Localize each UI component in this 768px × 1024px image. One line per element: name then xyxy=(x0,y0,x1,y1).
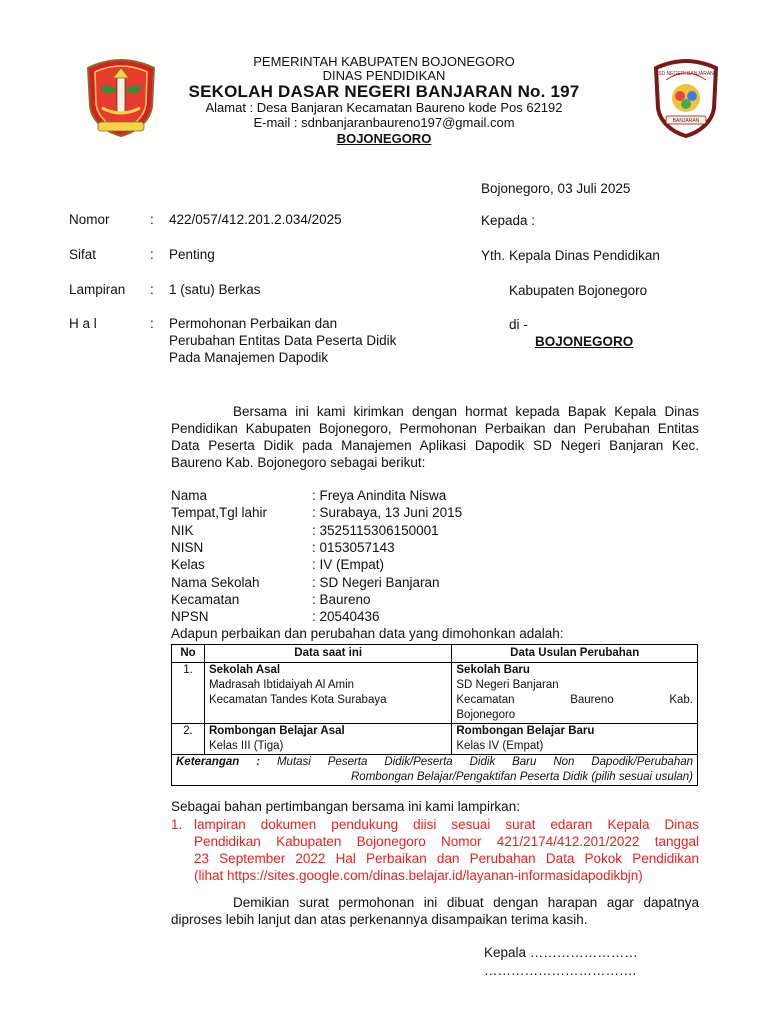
row-1-current-line-1: Madrasah Ibtidaiyah Al Amin xyxy=(208,679,355,691)
letter-date: Bojonegoro, 03 Juli 2025 xyxy=(481,181,631,196)
student-field-label: NISN xyxy=(171,539,204,555)
student-field-value: : Baureno xyxy=(312,591,371,607)
letterhead-government: PEMERINTAH KABUPATEN BOJONEGORO xyxy=(253,54,515,69)
hal-line-2: Perubahan Entitas Data Peserta Didik xyxy=(169,333,397,348)
hal-line-1: Permohonan Perbaikan dan xyxy=(169,316,338,331)
row-2-current xyxy=(204,724,451,755)
row-1-word-1: Kecamatan xyxy=(456,694,515,706)
student-field-value: : Freya Anindita Niswa xyxy=(312,488,447,503)
intro-paragraph xyxy=(171,403,699,471)
letterhead-school-name: SEKOLAH DASAR NEGERI BANJARAN No. 197 xyxy=(188,82,580,101)
table-row xyxy=(172,724,698,755)
attachment-line-4: (lihat https://sites.google.com/dinas.belajar.id/layanan-informasidapodikbjn) xyxy=(194,868,643,883)
row-1-proposed-title: Sekolah Baru xyxy=(456,664,530,676)
note-line-2: Rombongan Belajar/Pengaktifan Peserta Didik (pilih sesuai usulan) xyxy=(351,771,693,783)
student-field-label: NIK xyxy=(171,522,194,538)
student-field-label: Nama Sekolah xyxy=(171,574,260,590)
table-row xyxy=(172,663,698,724)
closing-paragraph xyxy=(171,894,699,928)
student-field-value: : 20540436 xyxy=(312,609,380,625)
row-1-no: 1. xyxy=(172,663,205,724)
lampiran-label: Lampiran xyxy=(69,282,126,297)
letterhead-city: BOJONEGORO xyxy=(336,131,432,146)
student-field-label: Nama xyxy=(171,488,208,503)
row-1-proposed-line-2 xyxy=(456,693,693,708)
note-line-1 xyxy=(176,755,693,770)
recipient-line-2: Kabupaten Bojonegoro xyxy=(509,283,648,298)
attachment-line-2: Pendidikan Kabupaten Bojonegoro Nomor 421/2174/412.201/2022 tanggal xyxy=(194,834,699,849)
intro-text: Bersama ini kami kirimkan dengan hormat kepada Bapak Kepala Dinas Pendidikan Kabupaten Bojonegoro, Permohonan Perbaikan dan Perubahan Entitas Data Peserta Didik pada Manajemen Aplikasi Dapodik SD Negeri Banjaran Kec. Baureno Kab. Bojonegoro sebagai berikut: xyxy=(171,404,699,470)
recipient-yth: Yth. xyxy=(481,248,506,263)
sifat-value: Penting xyxy=(169,247,215,262)
header-proposed: Data Usulan Perubahan xyxy=(452,645,698,663)
student-field-label: Kelas xyxy=(171,557,205,573)
row-2-no: 2. xyxy=(172,724,205,755)
recipient-di: di - xyxy=(509,317,528,332)
row-1-proposed-line-1: SD Negeri Banjaran xyxy=(456,679,559,691)
attachment-number: 1. xyxy=(171,817,183,832)
note-label: Keterangan : xyxy=(176,756,261,768)
row-1-current-title: Sekolah Asal xyxy=(208,664,281,676)
row-1-word-3: Kab. xyxy=(669,694,693,706)
row-2-current-title: Rombongan Belajar Asal xyxy=(208,725,345,737)
lampiran-value: 1 (satu) Berkas xyxy=(169,282,261,297)
nomor-label: Nomor xyxy=(69,212,110,227)
row-1-proposed-line-3: Bojonegoro xyxy=(456,709,516,721)
student-field-value: : Surabaya, 13 Juni 2015 xyxy=(312,505,463,521)
recipient-line-1: Kepala Dinas Pendidikan xyxy=(509,248,660,263)
table-note-row xyxy=(172,755,698,786)
header-no: No xyxy=(172,645,205,663)
signature-title: Kepala …………………… xyxy=(484,945,638,960)
attachment-line-1: lampiran dokumen pendukung diisi sesuai surat edaran Kepala Dinas xyxy=(194,817,699,832)
student-field-value: : 0153057143 xyxy=(312,539,395,555)
note-text-1: Mutasi Peserta Didik/Peserta Didik Baru Non Dapodik/Perubahan xyxy=(276,756,694,768)
attachments-intro: Sebagai bahan pertimbangan bersama ini kami lampirkan: xyxy=(171,799,520,814)
row-1-current xyxy=(204,663,451,724)
recipient-kepada: Kepada : xyxy=(481,213,536,228)
student-field-label: Tempat,Tgl lahir xyxy=(171,505,268,521)
attachment-line-3: 23 September 2022 Hal Perbaikan dan Perubahan Data Pokok Pendidikan xyxy=(194,851,699,866)
row-2-proposed-title: Rombongan Belajar Baru xyxy=(456,725,595,737)
lampiran-colon: : xyxy=(150,282,154,297)
row-2-proposed xyxy=(452,724,698,755)
row-1-word-2: Baureno xyxy=(570,694,614,706)
student-field-value: : 3525115306150001 xyxy=(312,522,439,538)
row-2-proposed-line-1: Kelas IV (Empat) xyxy=(456,740,544,752)
nomor-colon: : xyxy=(150,212,154,227)
closing-text: Demikian surat permohonan ini dibuat dengan harapan agar dapatnya diproses lebih lanjut dan atas perkenannya disampaikan terima kasih. xyxy=(171,895,699,927)
student-field-value: : SD Negeri Banjaran xyxy=(312,574,440,590)
letterhead-address: Alamat : Desa Banjaran Kecamatan Baureno kode Pos 62192 xyxy=(205,100,563,115)
sifat-label: Sifat xyxy=(69,247,97,262)
hal-label: H a l xyxy=(69,316,97,331)
row-1-proposed xyxy=(452,663,698,724)
table-intro: Adapun perbaikan dan perubahan data yang dimohonkan adalah: xyxy=(171,626,564,641)
student-field-value: : IV (Empat) xyxy=(312,557,385,573)
hal-line-3: Pada Manajemen Dapodik xyxy=(169,350,329,365)
badge-arc-text: SD NEGERI BANJARAN xyxy=(658,71,714,77)
letterhead-email: E-mail : sdnbanjaranbaureno197@gmail.com xyxy=(253,115,515,130)
change-request-table xyxy=(171,644,698,786)
header-current: Data saat ini xyxy=(204,645,451,663)
student-field-label: NPSN xyxy=(171,609,209,625)
row-2-current-line-1: Kelas III (Tiga) xyxy=(208,740,284,752)
hal-colon: : xyxy=(150,316,154,331)
table-note xyxy=(172,755,698,786)
signature-name-placeholder: ……………………………. xyxy=(484,963,637,978)
student-field-label: Kecamatan xyxy=(171,591,240,607)
table-header-row xyxy=(172,645,698,663)
letterhead-department: DINAS PENDIDIKAN xyxy=(322,68,446,83)
recipient-city: BOJONEGORO xyxy=(535,334,634,349)
row-1-current-line-2: Kecamatan Tandes Kota Surabaya xyxy=(208,694,387,706)
badge-banner-text: BANJARAN xyxy=(672,118,700,124)
nomor-value: 422/057/412.201.2.034/2025 xyxy=(169,212,342,227)
sifat-colon: : xyxy=(150,247,154,262)
